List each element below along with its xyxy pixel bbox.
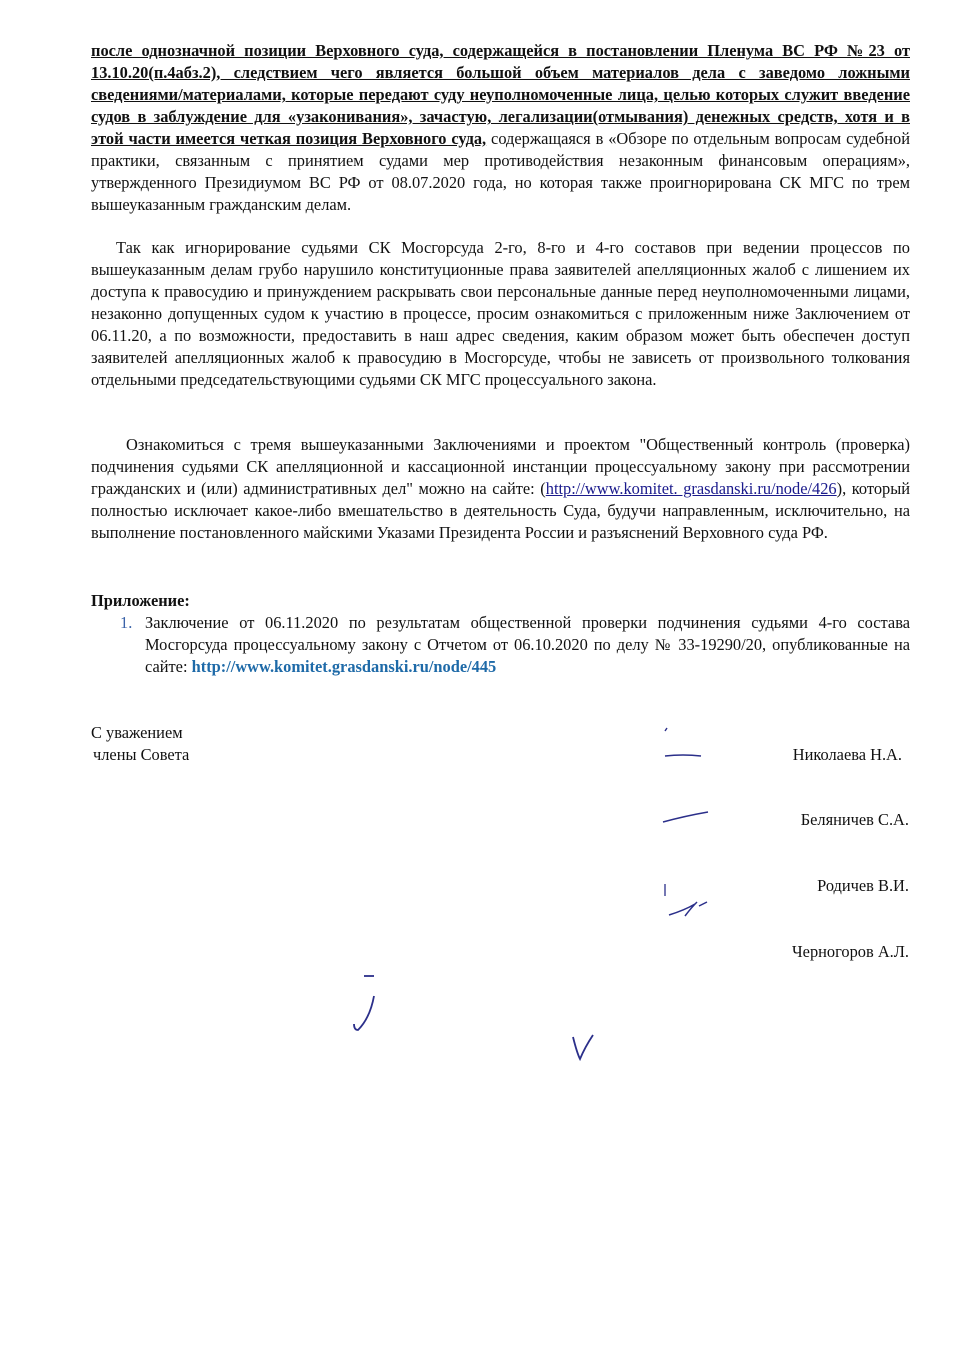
signer-name-3: Родичев В.И. — [817, 876, 909, 895]
signature-stroke-1 — [655, 725, 715, 765]
signature-stroke-3 — [655, 880, 725, 925]
signature-stroke-5 — [565, 1025, 605, 1070]
appendix-item-text: Заключение от 06.11.2020 по результатам общественной проверки подчинения судьями 4-го состава Мосгорсуда процессуальному закону с Отчетом от 06.10.2020 по делу № 33-19290/20, опубликованные на сайте: — [145, 613, 910, 676]
appendix-title: Приложение: — [91, 591, 190, 610]
closing-line-1: С уважением — [91, 723, 183, 742]
paragraph-text-after: ), который полностью исключает какое-либо вмешательство в деятельность Суда, будучи направленным, исключительно, на выполнение постановленного майскими Указами Президента России и разъяснений Верховного суда РФ. — [91, 479, 910, 542]
signer-name-1: Николаева Н.А. — [792, 745, 902, 764]
website-link-426[interactable]: http://www.komitet. grasdanski.ru/node/426 — [545, 479, 837, 498]
emphasized-text: после однозначной позиции Верховного суда, содержащейся в постановлении Пленума ВС РФ №23 от 13.10.20(п.4абз.2), следствием чего является большой объем материалов дела с заведомо ложными сведениями/материалами, которые передают суду неуполномоченные лица, целью которых служит введение судов в заблуждение для «узаконивания», зачастую, легализации(отмывания) денежных средств, хотя и в этой части имеется четкая позиция Верховного суда, — [91, 41, 910, 148]
paragraph-court-position — [91, 40, 910, 216]
paragraph-website — [91, 434, 910, 544]
paragraph-text: содержащаяся в «Обзоре по отдельным вопросам судебной практики, связанным с принятием судами мер противодействия незаконным финансовым операциям», утвержденного Президиумом ВС РФ от 08.07.2020 года, но которая также проигнорирована СК МГС по трем вышеуказанным гражданским делам. — [91, 129, 910, 214]
signer-name-4: Черногоров А.Л. — [792, 942, 909, 961]
appendix-item — [145, 612, 910, 678]
website-link-445[interactable]: http://www.komitet.grasdanski.ru/node/445 — [191, 657, 497, 676]
signature-stroke-2 — [660, 800, 720, 830]
paragraph-request: Так как игнорирование судьями СК Мосгорсуда 2-го, 8-го и 4-го составов при ведении процессов по вышеуказанным делам грубо нарушило конституционные права заявителей апелляционных жалоб с лишением их доступа к правосудию и принуждением раскрывать свои персональные данные перед неуполномоченными лицами, незаконно допущенных судом к участию в процессе, просим ознакомиться с приложенным ниже Заключением от 06.11.20, а по возможности, предоставить в наш адрес сведения, каким образом может быть обеспечен доступ заявителей апелляционных жалоб к правосудию в Мосгорсуде, чтобы не зависеть от произвольного толкования отдельными председательствующими судьями СК МГС процессуального закона. — [91, 238, 910, 389]
signature-stroke-4 — [340, 970, 390, 1040]
closing-regards — [91, 722, 189, 766]
signer-name-2: Беляничев С.А. — [800, 810, 909, 829]
paragraph-text-before: Ознакомиться с тремя вышеуказанными Заключениями и проектом "Общественный контроль (проверка) подчинения судьями СК апелляционной и кассационной инстанции процессуальному закону при рассмотрении гражданских и (или) административных дел" можно на сайте: ( — [91, 435, 910, 498]
closing-line-2: члены Совета — [93, 745, 190, 764]
appendix-item-number: 1. — [120, 613, 133, 632]
